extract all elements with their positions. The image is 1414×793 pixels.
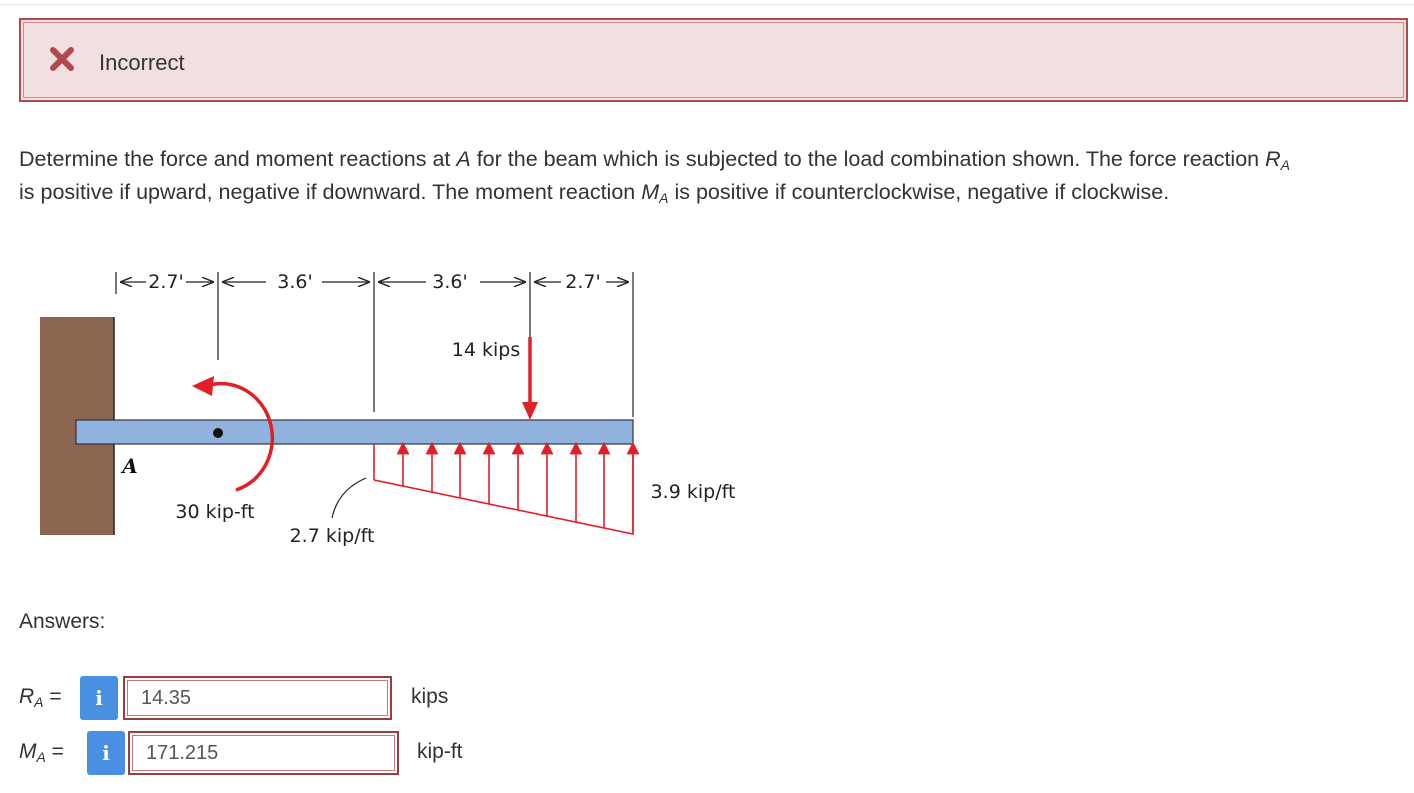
ra-info-button[interactable] — [80, 676, 118, 720]
ma-answer-input[interactable] — [128, 731, 399, 775]
dist-load-left-label: 2.7 kip/ft — [289, 525, 375, 547]
ra-label: $R_A$ = — [19, 685, 62, 710]
info-icon: i — [95, 686, 103, 710]
support-label: A — [122, 454, 138, 478]
dist-load-right-label: 3.9 kip/ft — [650, 481, 736, 503]
ma-unit: kip-ft — [417, 740, 463, 763]
info-icon: i — [102, 741, 110, 765]
point-load-label: 14 kips — [451, 339, 521, 361]
moment-label: 30 kip-ft — [175, 501, 255, 523]
distributed-load — [374, 444, 633, 534]
top-divider — [0, 4, 1414, 5]
dimension-line — [116, 272, 633, 417]
moment-point — [213, 428, 223, 438]
status-text: Incorrect — [99, 50, 185, 75]
leader-line — [332, 478, 366, 518]
dim-label-1: 2.7' — [148, 271, 184, 293]
dim-label-4: 2.7' — [565, 271, 601, 293]
beam — [76, 420, 633, 444]
status-banner — [19, 18, 1408, 102]
x-mark-icon — [49, 46, 75, 72]
answers-heading: Answers: — [19, 610, 106, 633]
ma-info-button[interactable] — [87, 731, 125, 775]
dim-label-3: 3.6' — [432, 271, 468, 293]
ra-answer-input[interactable] — [123, 676, 392, 720]
ra-unit: kips — [411, 685, 449, 708]
dim-label-2: 3.6' — [277, 271, 313, 293]
ma-label: $M_A$ = — [19, 740, 64, 765]
question-text: Determine the force and moment reactions at A for the beam which is subjected to the load combination shown. The force reaction $R_A$ is positive if upward, negative if downward. The moment reaction $M_A$ is positive if counterclockwise, negative if clockwise. — [19, 147, 1290, 206]
beam-figure — [36, 262, 756, 552]
